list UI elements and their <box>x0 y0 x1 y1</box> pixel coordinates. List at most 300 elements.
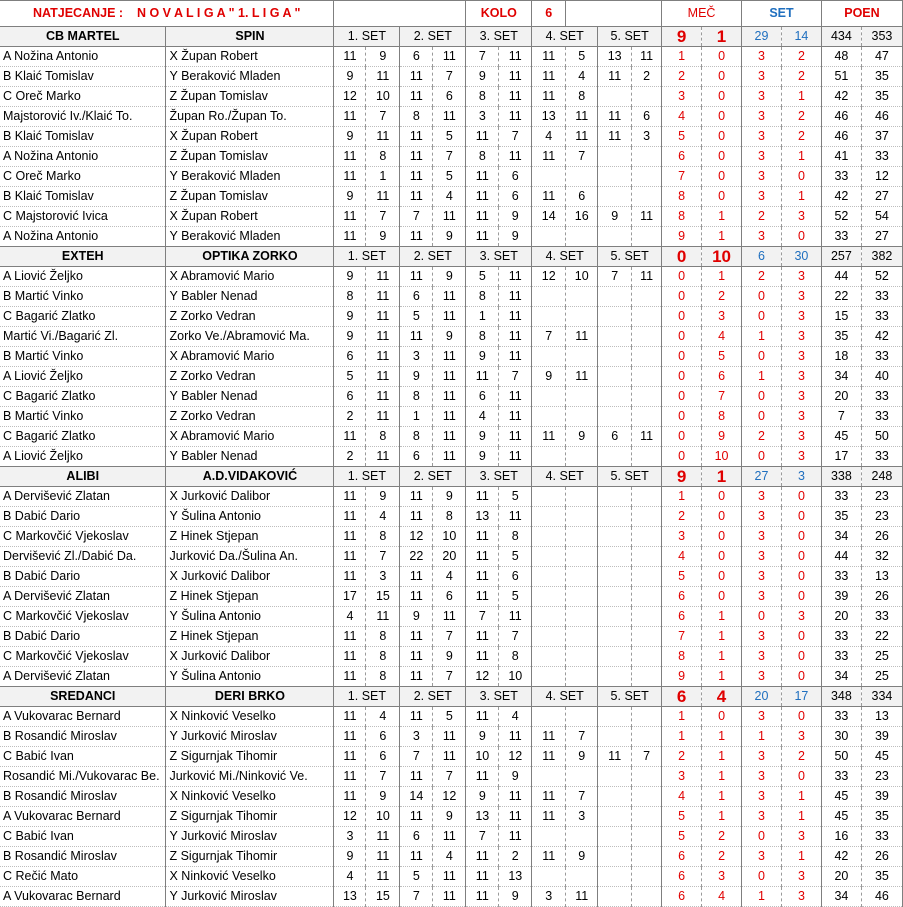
running-match-home: 0 <box>662 387 702 407</box>
set-score-home: 11 <box>400 767 433 787</box>
game-sets-away: 1 <box>781 187 821 207</box>
running-match-home: 1 <box>662 707 702 727</box>
set-score-home: 7 <box>400 747 433 767</box>
running-match-home: 8 <box>662 187 702 207</box>
set-score-away: 11 <box>433 367 466 387</box>
set-score-away: 9 <box>499 887 532 907</box>
match-header-row <box>0 467 903 487</box>
set-score-away: 9 <box>499 207 532 227</box>
set-score-away <box>632 607 662 627</box>
set-score-away: 11 <box>433 47 466 67</box>
game-points-away: 23 <box>861 767 902 787</box>
game-points-away: 35 <box>861 87 902 107</box>
set-score-away: 5 <box>433 167 466 187</box>
set-score-home: 11 <box>334 787 366 807</box>
set-score-home <box>598 767 632 787</box>
set-score-away <box>632 227 662 247</box>
set-score-home <box>598 307 632 327</box>
game-row <box>0 827 903 847</box>
set-score-away <box>632 567 662 587</box>
game-sets-home: 3 <box>742 547 782 567</box>
game-sets-home: 3 <box>742 507 782 527</box>
running-match-home: 2 <box>662 747 702 767</box>
game-points-home: 46 <box>821 107 861 127</box>
set-column-header: 3. SET <box>466 467 532 487</box>
set-score-home: 11 <box>532 87 566 107</box>
set-score-home <box>598 227 632 247</box>
set-score-away: 9 <box>499 227 532 247</box>
away-player-name: X Župan Robert <box>166 207 334 227</box>
set-score-away: 11 <box>499 427 532 447</box>
sets-won-home: 27 <box>742 467 782 487</box>
game-row <box>0 87 903 107</box>
set-score-home <box>532 527 566 547</box>
set-score-away: 9 <box>566 427 598 447</box>
set-score-home <box>532 587 566 607</box>
set-score-home: 11 <box>400 507 433 527</box>
home-player-name: A Vukovarac Bernard <box>0 807 166 827</box>
set-score-home: 9 <box>466 347 499 367</box>
set-score-away: 9 <box>366 47 400 67</box>
game-points-home: 52 <box>821 207 861 227</box>
set-score-away: 11 <box>433 727 466 747</box>
set-score-home: 8 <box>400 107 433 127</box>
game-row <box>0 47 903 67</box>
set-column-header: 5. SET <box>598 27 662 47</box>
running-match-home: 0 <box>662 407 702 427</box>
set-score-away: 11 <box>499 407 532 427</box>
game-row <box>0 267 903 287</box>
away-player-name: Y Jurković Miroslav <box>166 827 334 847</box>
match-score-home: 9 <box>662 27 702 47</box>
sets-won-home: 6 <box>742 247 782 267</box>
set-score-away: 11 <box>366 367 400 387</box>
set-score-home: 11 <box>532 807 566 827</box>
competition-title <box>0 1 334 27</box>
kolo-label: KOLO <box>466 1 532 27</box>
running-match-away: 0 <box>702 567 742 587</box>
game-row <box>0 107 903 127</box>
game-sets-home: 3 <box>742 707 782 727</box>
set-score-home: 11 <box>334 567 366 587</box>
game-row <box>0 167 903 187</box>
game-points-away: 13 <box>861 707 902 727</box>
running-match-home: 5 <box>662 827 702 847</box>
set-score-home: 8 <box>466 147 499 167</box>
game-sets-home: 3 <box>742 807 782 827</box>
set-score-away <box>632 807 662 827</box>
home-player-name: A Nožina Antonio <box>0 47 166 67</box>
set-score-home: 11 <box>334 47 366 67</box>
set-score-home <box>532 547 566 567</box>
set-score-away: 11 <box>433 387 466 407</box>
game-sets-away: 3 <box>781 727 821 747</box>
game-sets-away: 0 <box>781 767 821 787</box>
set-score-away: 9 <box>433 267 466 287</box>
game-row <box>0 327 903 347</box>
set-score-home: 11 <box>400 187 433 207</box>
home-player-name: A Dervišević Zlatan <box>0 487 166 507</box>
set-score-home: 11 <box>334 667 366 687</box>
set-score-home: 11 <box>598 67 632 87</box>
game-points-home: 22 <box>821 287 861 307</box>
set-score-home: 3 <box>400 347 433 367</box>
game-sets-home: 3 <box>742 847 782 867</box>
set-score-home <box>598 547 632 567</box>
home-player-name: C Bagarić Zlatko <box>0 387 166 407</box>
game-sets-away: 0 <box>781 507 821 527</box>
set-score-home <box>532 827 566 847</box>
set-score-away: 8 <box>366 427 400 447</box>
set-score-away: 11 <box>499 87 532 107</box>
running-match-away: 2 <box>702 827 742 847</box>
game-sets-away: 3 <box>781 347 821 367</box>
set-score-home <box>532 167 566 187</box>
away-player-name: X Ninković Veselko <box>166 787 334 807</box>
away-player-name: Y Jurković Miroslav <box>166 727 334 747</box>
set-score-away: 5 <box>433 707 466 727</box>
set-score-away <box>632 767 662 787</box>
set-score-home <box>598 787 632 807</box>
set-score-home: 4 <box>334 607 366 627</box>
game-sets-away: 2 <box>781 747 821 767</box>
game-points-home: 48 <box>821 47 861 67</box>
home-player-name: B Rosandić Miroslav <box>0 787 166 807</box>
game-row <box>0 527 903 547</box>
set-score-home <box>598 727 632 747</box>
set-score-home: 7 <box>466 47 499 67</box>
running-match-home: 2 <box>662 507 702 527</box>
game-sets-home: 0 <box>742 307 782 327</box>
running-match-away: 1 <box>702 667 742 687</box>
set-score-away: 6 <box>366 727 400 747</box>
set-score-away <box>632 307 662 327</box>
set-score-home: 9 <box>400 607 433 627</box>
running-match-away: 1 <box>702 807 742 827</box>
running-match-home: 0 <box>662 267 702 287</box>
running-match-home: 5 <box>662 567 702 587</box>
running-match-home: 6 <box>662 867 702 887</box>
match-score-home: 9 <box>662 467 702 487</box>
game-points-home: 18 <box>821 347 861 367</box>
set-score-home: 11 <box>334 647 366 667</box>
home-player-name: A Vukovarac Bernard <box>0 707 166 727</box>
home-player-name: A Nožina Antonio <box>0 147 166 167</box>
set-score-home: 2 <box>334 447 366 467</box>
game-sets-away: 3 <box>781 867 821 887</box>
game-sets-home: 3 <box>742 187 782 207</box>
set-score-home <box>598 187 632 207</box>
running-match-away: 1 <box>702 607 742 627</box>
set-score-home: 11 <box>532 727 566 747</box>
set-score-home: 11 <box>334 527 366 547</box>
game-sets-home: 3 <box>742 87 782 107</box>
set-score-away: 2 <box>632 67 662 87</box>
set-score-away: 8 <box>366 627 400 647</box>
away-player-name: Y Babler Nenad <box>166 287 334 307</box>
title-spacer <box>334 1 466 27</box>
set-score-away: 20 <box>433 547 466 567</box>
set-score-home: 5 <box>400 307 433 327</box>
away-player-name: Y Babler Nenad <box>166 447 334 467</box>
set-score-home: 11 <box>334 227 366 247</box>
running-match-away: 3 <box>702 867 742 887</box>
home-team-name: EXTEH <box>0 247 166 267</box>
running-match-away: 0 <box>702 67 742 87</box>
game-sets-home: 3 <box>742 787 782 807</box>
set-score-away: 4 <box>566 67 598 87</box>
game-row <box>0 807 903 827</box>
game-points-home: 35 <box>821 507 861 527</box>
set-score-away <box>632 327 662 347</box>
set-score-home: 9 <box>334 67 366 87</box>
set-score-away: 11 <box>499 307 532 327</box>
set-score-away: 6 <box>499 567 532 587</box>
game-row <box>0 147 903 167</box>
set-score-away: 9 <box>433 807 466 827</box>
game-points-home: 17 <box>821 447 861 467</box>
set-score-home <box>598 527 632 547</box>
points-home: 348 <box>821 687 861 707</box>
running-match-home: 6 <box>662 147 702 167</box>
set-score-home: 6 <box>400 287 433 307</box>
game-points-away: 25 <box>861 647 902 667</box>
set-score-home: 11 <box>400 627 433 647</box>
running-match-away: 0 <box>702 127 742 147</box>
set-score-home: 11 <box>334 507 366 527</box>
running-match-home: 5 <box>662 127 702 147</box>
set-score-away <box>632 787 662 807</box>
home-player-name: B Rosandić Miroslav <box>0 727 166 747</box>
set-score-away: 7 <box>499 127 532 147</box>
game-row <box>0 227 903 247</box>
running-match-home: 1 <box>662 487 702 507</box>
set-score-home <box>532 567 566 587</box>
set-score-away: 9 <box>366 487 400 507</box>
home-player-name: C Markovčić Vjekoslav <box>0 607 166 627</box>
game-sets-home: 0 <box>742 447 782 467</box>
set-score-away: 6 <box>366 747 400 767</box>
set-score-away: 11 <box>499 47 532 67</box>
league-name: N O V A L I G A " 1. L I G A " <box>136 6 301 20</box>
set-score-away <box>632 647 662 667</box>
running-match-away: 0 <box>702 707 742 727</box>
set-score-home: 7 <box>400 207 433 227</box>
set-score-home <box>532 707 566 727</box>
set-score-away: 9 <box>433 227 466 247</box>
title-spacer-2 <box>566 1 662 27</box>
game-points-home: 42 <box>821 187 861 207</box>
game-sets-home: 3 <box>742 567 782 587</box>
running-match-away: 1 <box>702 267 742 287</box>
running-match-home: 0 <box>662 427 702 447</box>
set-score-away <box>632 187 662 207</box>
set-score-away: 11 <box>433 427 466 447</box>
set-score-away: 11 <box>366 607 400 627</box>
game-sets-home: 0 <box>742 607 782 627</box>
game-sets-away: 0 <box>781 547 821 567</box>
away-team-name: A.D.VIDAKOVIĆ <box>166 467 334 487</box>
game-points-home: 34 <box>821 367 861 387</box>
set-score-away: 11 <box>366 867 400 887</box>
home-player-name: B Martić Vinko <box>0 407 166 427</box>
set-score-home <box>598 707 632 727</box>
game-points-home: 34 <box>821 667 861 687</box>
running-match-home: 0 <box>662 327 702 347</box>
set-score-away: 6 <box>632 107 662 127</box>
home-player-name: A Vukovarac Bernard <box>0 887 166 907</box>
set-score-home: 8 <box>466 87 499 107</box>
game-sets-home: 3 <box>742 667 782 687</box>
home-player-name: A Nožina Antonio <box>0 227 166 247</box>
game-row <box>0 667 903 687</box>
running-match-home: 4 <box>662 547 702 567</box>
set-column-header: 3. SET <box>466 247 532 267</box>
set-score-home <box>598 367 632 387</box>
set-score-home: 4 <box>334 867 366 887</box>
game-points-home: 34 <box>821 887 861 907</box>
set-score-away: 6 <box>499 187 532 207</box>
set-score-away: 8 <box>499 647 532 667</box>
set-score-away: 11 <box>366 67 400 87</box>
set-score-home: 9 <box>334 327 366 347</box>
running-match-home: 5 <box>662 807 702 827</box>
game-points-home: 42 <box>821 847 861 867</box>
set-score-home: 11 <box>466 647 499 667</box>
home-player-name: B Dabić Dario <box>0 507 166 527</box>
set-score-home <box>598 667 632 687</box>
set-score-away <box>632 527 662 547</box>
set-score-away: 7 <box>433 147 466 167</box>
running-match-home: 3 <box>662 767 702 787</box>
set-score-away <box>632 727 662 747</box>
set-score-away <box>632 547 662 567</box>
away-team-name: SPIN <box>166 27 334 47</box>
game-sets-away: 0 <box>781 527 821 547</box>
set-score-away: 5 <box>433 127 466 147</box>
set-score-home <box>598 167 632 187</box>
set-score-home: 9 <box>466 427 499 447</box>
game-points-home: 20 <box>821 607 861 627</box>
set-score-away <box>632 447 662 467</box>
set-score-home: 11 <box>466 567 499 587</box>
set-column-header: 5. SET <box>598 687 662 707</box>
set-score-away: 1 <box>366 167 400 187</box>
game-sets-home: 3 <box>742 587 782 607</box>
set-score-home <box>598 887 632 907</box>
set-score-away: 7 <box>566 787 598 807</box>
game-row <box>0 647 903 667</box>
set-score-away: 11 <box>632 207 662 227</box>
game-sets-away: 1 <box>781 847 821 867</box>
set-score-home: 6 <box>334 347 366 367</box>
home-player-name: C Bagarić Zlatko <box>0 307 166 327</box>
set-score-away: 8 <box>366 527 400 547</box>
set-score-away <box>632 147 662 167</box>
set-score-home <box>598 507 632 527</box>
game-points-away: 52 <box>861 267 902 287</box>
sets-won-away: 14 <box>781 27 821 47</box>
set-score-away: 8 <box>433 507 466 527</box>
set-score-home: 11 <box>334 707 366 727</box>
game-sets-home: 0 <box>742 827 782 847</box>
set-score-home: 1 <box>400 407 433 427</box>
set-score-away <box>566 547 598 567</box>
game-row <box>0 387 903 407</box>
set-score-away <box>632 367 662 387</box>
game-sets-away: 2 <box>781 127 821 147</box>
game-row <box>0 187 903 207</box>
set-score-home <box>532 767 566 787</box>
game-sets-home: 3 <box>742 147 782 167</box>
set-score-home: 22 <box>400 547 433 567</box>
set-score-home: 12 <box>334 87 366 107</box>
home-player-name: B Klaić Tomislav <box>0 67 166 87</box>
set-score-home: 8 <box>400 427 433 447</box>
set-score-away: 11 <box>499 827 532 847</box>
set-score-away: 10 <box>433 527 466 547</box>
away-player-name: X Jurković Dalibor <box>166 647 334 667</box>
game-points-home: 35 <box>821 327 861 347</box>
set-score-home: 11 <box>532 147 566 167</box>
set-score-home: 11 <box>400 707 433 727</box>
running-match-away: 0 <box>702 507 742 527</box>
set-score-home: 11 <box>466 527 499 547</box>
game-points-away: 35 <box>861 67 902 87</box>
game-sets-away: 3 <box>781 427 821 447</box>
set-score-home: 13 <box>598 47 632 67</box>
away-player-name: Jurković Mi./Ninković Ve. <box>166 767 334 787</box>
set-score-away: 7 <box>433 767 466 787</box>
set-score-home: 6 <box>400 47 433 67</box>
match-header-row <box>0 247 903 267</box>
set-score-home: 9 <box>400 367 433 387</box>
sets-won-home: 20 <box>742 687 782 707</box>
set-score-home: 7 <box>466 827 499 847</box>
set-score-away: 10 <box>366 807 400 827</box>
set-score-home: 3 <box>532 887 566 907</box>
set-score-away: 7 <box>632 747 662 767</box>
set-score-home: 9 <box>466 727 499 747</box>
set-column-header: 3. SET <box>466 27 532 47</box>
running-match-away: 6 <box>702 367 742 387</box>
game-sets-home: 0 <box>742 867 782 887</box>
set-score-home <box>598 147 632 167</box>
set-score-home <box>598 807 632 827</box>
set-column-header: 2. SET <box>400 247 466 267</box>
set-score-home <box>598 407 632 427</box>
set-score-home: 9 <box>598 207 632 227</box>
game-sets-away: 0 <box>781 647 821 667</box>
running-match-away: 0 <box>702 187 742 207</box>
set-score-away: 11 <box>566 127 598 147</box>
running-match-away: 0 <box>702 47 742 67</box>
home-player-name: A Liović Željko <box>0 367 166 387</box>
set-score-away <box>632 827 662 847</box>
set-score-home <box>532 667 566 687</box>
away-player-name: Z Zorko Vedran <box>166 307 334 327</box>
game-sets-away: 0 <box>781 227 821 247</box>
game-points-away: 27 <box>861 187 902 207</box>
set-score-home: 11 <box>334 167 366 187</box>
set-score-home: 5 <box>466 267 499 287</box>
game-points-away: 35 <box>861 807 902 827</box>
set-score-away: 9 <box>366 787 400 807</box>
away-player-name: Z Župan Tomislav <box>166 187 334 207</box>
set-score-away: 11 <box>499 787 532 807</box>
away-team-name: DERI BRKO <box>166 687 334 707</box>
away-player-name: Z Zorko Vedran <box>166 407 334 427</box>
